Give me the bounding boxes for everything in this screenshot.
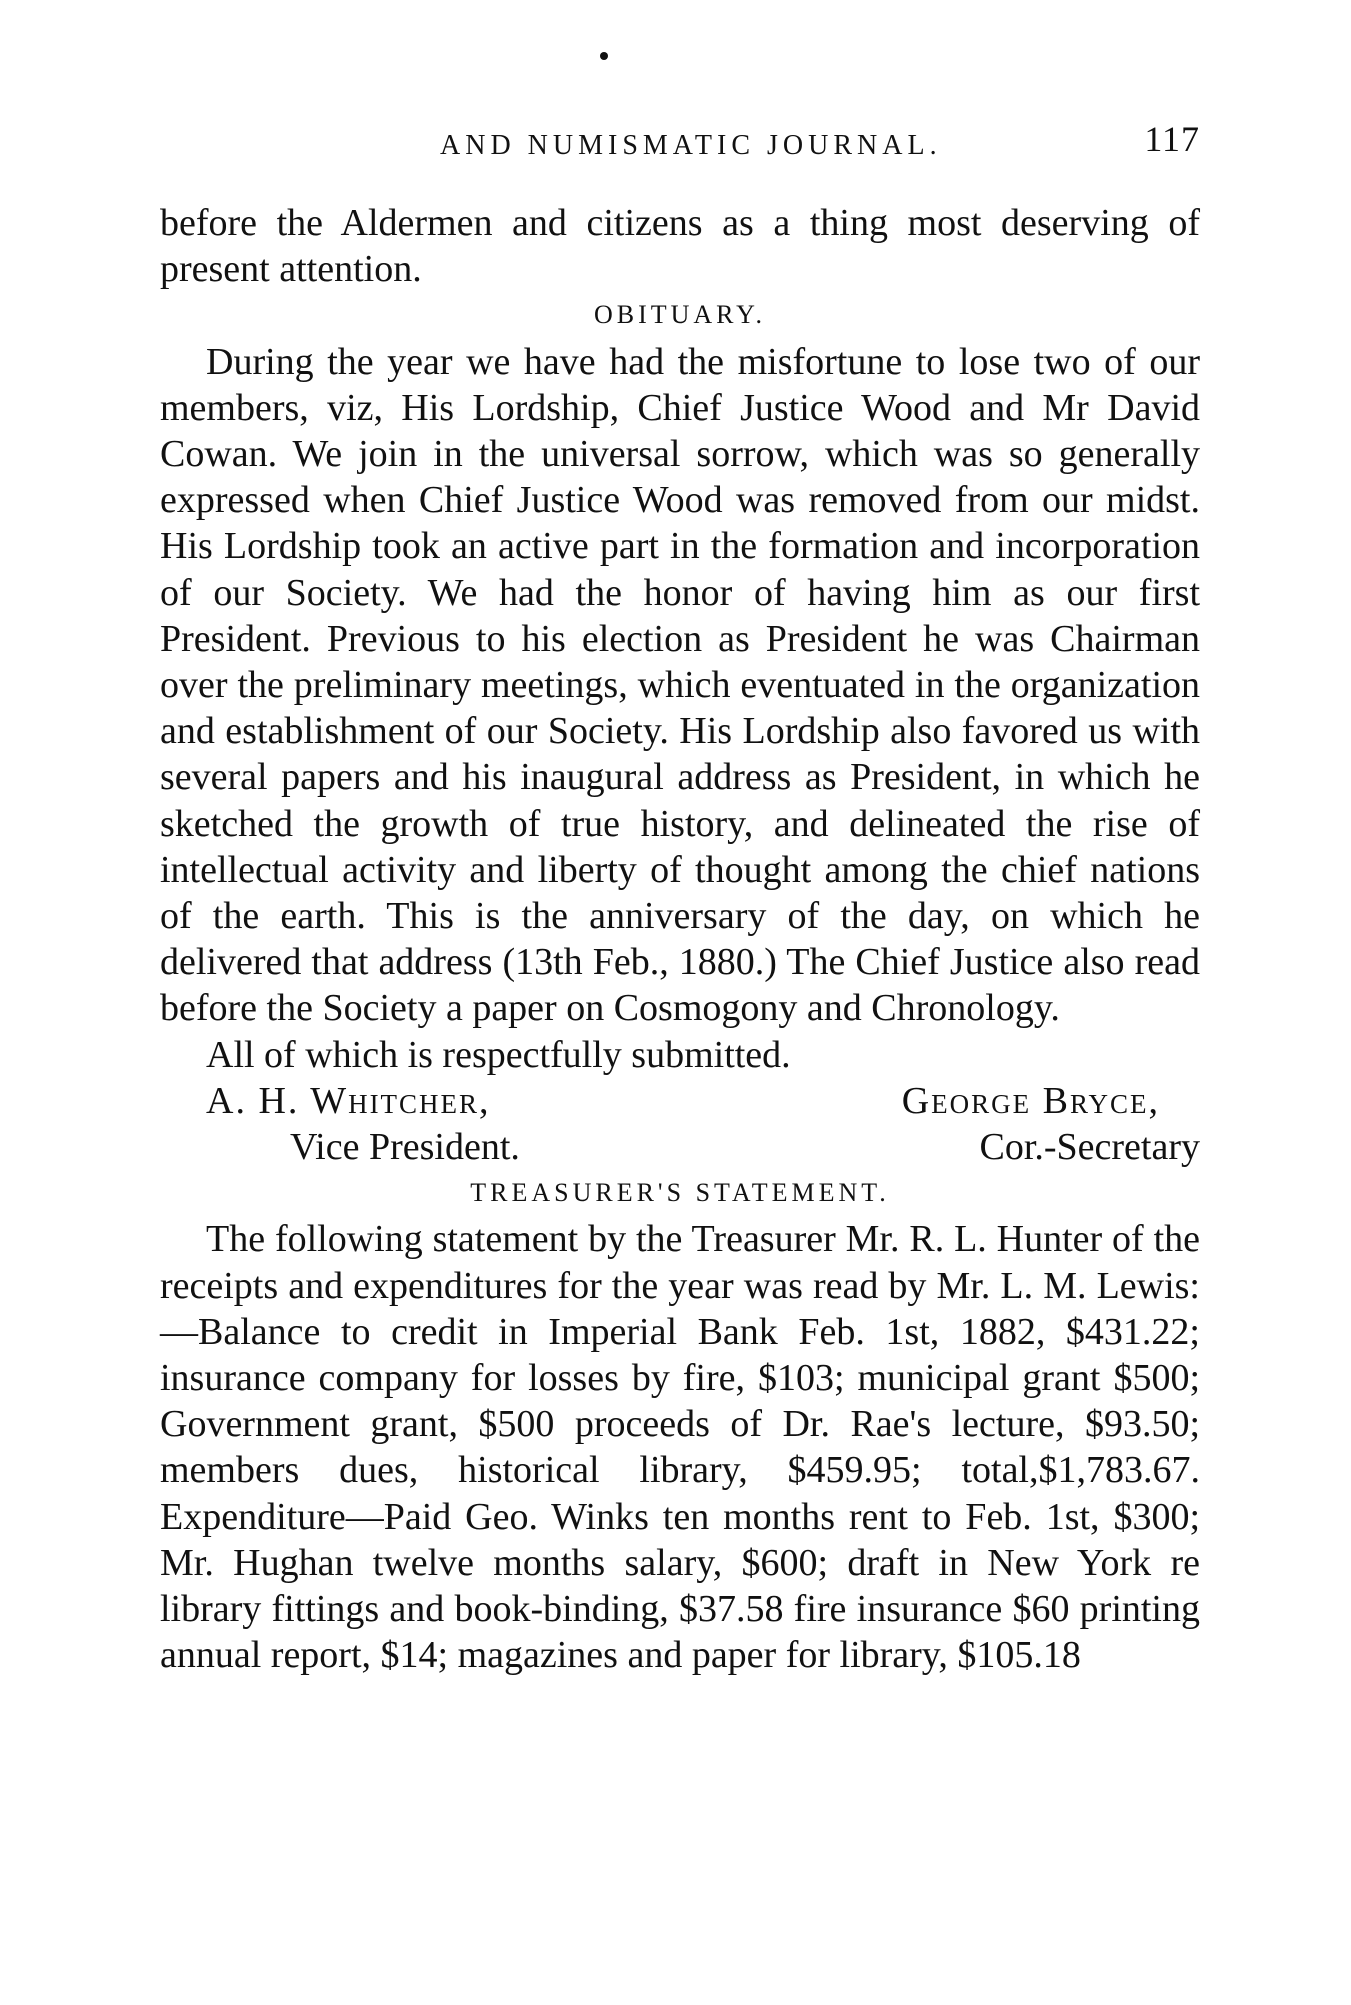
continuation-paragraph: before the Aldermen and citizens as a thing most deserving of present attention. xyxy=(160,202,1200,291)
treasurer-heading: TREASURER'S STATEMENT. xyxy=(470,1178,890,1208)
left-signatory-title: Vice President. xyxy=(290,1126,520,1169)
treasurer-paragraph: The following statement by the Treasurer Mr. R. L. Hunter of the receipts and expenditures for the year was read by Mr. L. M. Lewis:—Balance to credit in Imperial Bank Feb. 1st, 1882, $431.22; insurance company for losses by fire, $103; municipal grant $500; Government grant, $500 proceeds of Dr. Rae's lecture, $93.50; members dues, historical library, $459.95; total,$1,783.67. Expenditure—Paid Geo. Winks ten months rent to Feb. 1st, $300; Mr. Hughan twelve months salary, $600; draft in New York re library fittings and book-binding, $37.58 fire insurance $60 printing annual report, $14; magazines and paper for library, $105.18 xyxy=(160,1218,1200,1677)
right-signatory-title: Cor.-Secretary xyxy=(979,1126,1200,1169)
signature-names-row xyxy=(160,1078,1200,1124)
body-text xyxy=(160,200,1200,1678)
running-header xyxy=(440,118,1200,168)
page-number: 117 xyxy=(1144,119,1200,159)
submitted-line: All of which is respectfully submitted. xyxy=(206,1033,791,1076)
obituary-paragraph: During the year we have had the misfortune to lose two of our members, viz, His Lordship, Chief Justice Wood and Mr David Cowan. We join in the universal sorrow, which was so generally expressed when Chief Justice Wood was removed from our midst. His Lordship took an active part in the formation and incorporation of our Society. We had the honor of having him as our first President. Previous to his election as President he was Chairman over the preliminary meetings, which eventuated in the organization and establishment of our Society. His Lordship also favored us with several papers and his inaugural address as President, in which he sketched the growth of true history, and delineated the rise of intellectual activity and liberty of thought among the chief nations of the earth. This is the anniversary of the day, on which he delivered that address (13th Feb., 1880.) The Chief Justice also read before the Society a paper on Cosmogony and Chronology. xyxy=(160,340,1200,1030)
left-signatory-name: A. H. Whitcher, xyxy=(206,1079,491,1122)
ink-dot xyxy=(600,52,608,60)
obituary-heading: OBITUARY. xyxy=(593,300,767,330)
signature-titles-row xyxy=(160,1124,1200,1170)
right-signatory-name: George Bryce, xyxy=(901,1079,1160,1122)
running-title: AND NUMISMATIC JOURNAL. xyxy=(440,130,942,161)
